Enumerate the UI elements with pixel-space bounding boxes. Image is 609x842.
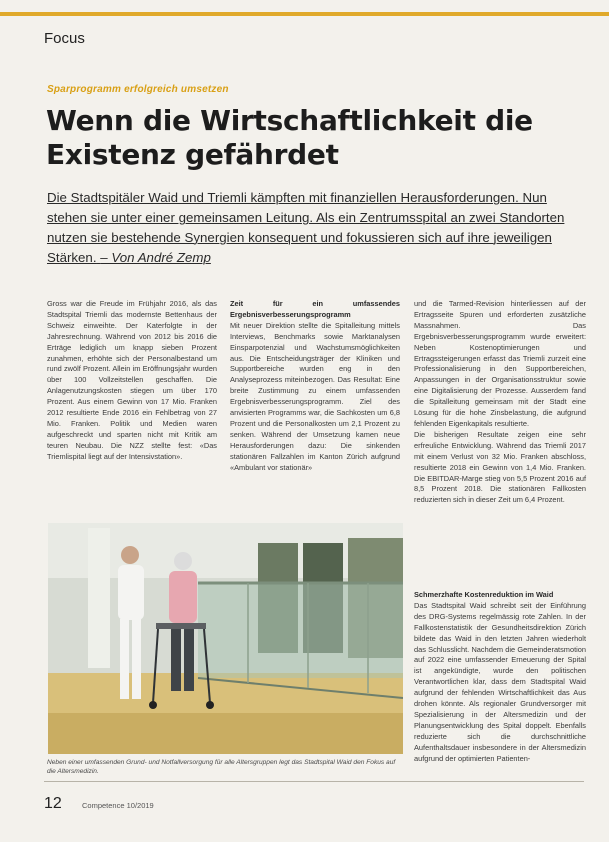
page-number: 12 [44, 795, 62, 812]
column-2-text: Mit neuer Direktion stellte die Spitalleitung mittels Interviews, Benchmarks sowie Marktanalysen Einsparpotenzial und Wachstumsmöglichkeiten aus. Die Entscheidungsträger der Kliniken und Supportbereiche wurden eng in den Analyseprozess miteinbezogen. Das Resultat: Eine breite Zustimmung zu einem umfassenden Ergebnisverbesserungsprogramm. Ziel des anvisierten Programms war, die Sachkosten um 6,8 Prozent und die Personalkosten um 2,1 Prozent zu senken. Während der Umsetzung kamen neue Herausforderungen dazu: Die sinkenden stationären Fallzahlen im Kanton Zürich aufgrund «Ambulant vor stationär» [230, 320, 400, 472]
column-2-subheading: Zeit für ein umfassendes Ergebnisverbesserungsprogramm [230, 299, 400, 319]
column-1-text: Gross war die Freude im Frühjahr 2016, als das Stadtspital Triemli das modernste Bettenhaus der Schweiz einweihte. Der Katerfolgte in der Jahresrechnung. Während von 2012 bis 2016 die Erträge lediglich um knapp sieben Prozent zunahmen, erhöhte sich der Personalbestand um rund zwölf Prozent. Allein im Eröffnungsjahr wurden über 100 Vollzeitstellen geschaffen. Die Anlagenutzungskosten stiegen um über 170 Prozent. Aus einem Gewinn von 17 Mio. Franken 2012 resultierte Ende 2016 ein Fehlbetrag von 27 Mio. Franken. Politik und Medien waren aufgeschreckt und sparten nicht mit Kritik am teuren Neubau. Die NZZ stellte fest: «Das Triemlispital liegt auf der Intensivstation». [47, 299, 217, 461]
article-lead [47, 188, 577, 268]
column-3-subheading: Schmerzhafte Kostenreduktion im Waid [414, 590, 554, 599]
body-column-3-lower [414, 590, 586, 765]
column-3-lower-text: Das Stadtspital Waid schreibt seit der Einführung des DRG-Systems regelmässig rote Zahlen. In der Fallkostenstatistik der Gesundheitsdirektion Zürich bildete das Waid in den letzten Jahren wiederholt das Schlusslicht. Nachdem die Gemeinderatsmotion auf 2022 eine umfassender Erneuerung der Spital ist angekündigte, wurde den politischen Verantwortlichen klar, dass dem Stadtspital Waid aufgrund der fehlenden Wirtschaftlichkeit das Aus drohen könnte. Als regionaler Grundversorger mit Spezialisierung in der Altersmedizin und der Planungsentwicklung des Spital doppelt. Ebenfalls reduzierte sich die durchschnittliche Aufenthaltsdauer insbesondere in der Altersmedizin aufgrund der optimierten Patienten- [414, 600, 586, 763]
footer-rule [44, 781, 584, 782]
article-headline: Wenn die Wirtschaftlichkeit die Existenz gefährdet [46, 104, 533, 171]
photo-caption: Neben einer umfassenden Grund- und Notfallversorgung für alle Altersgruppen legt das Stadtspital Waid den Fokus auf die Altersmedizin. [47, 759, 396, 775]
top-accent-rule [0, 12, 609, 16]
lead-text: Die Stadtspitäler Waid und Triemli kämpften mit finanziellen Herausforderungen. Nun stehen sie unter einer gemeinsamen Leitung. Als ein Zentrumsspital an zwei Standorten nutzen sie bestehende Synergien konsequent und fokussieren sich auf ihre jeweiligen Stärken. [47, 190, 565, 265]
body-column-3 [414, 299, 586, 506]
publication-name: Competence 10/2019 [82, 801, 154, 810]
section-label: Focus [44, 30, 85, 47]
article-kicker: Sparprogramm erfolgreich umsetzen [47, 84, 229, 95]
author-byline: – Von André Zemp [100, 250, 211, 265]
body-column-2 [230, 299, 400, 474]
article-photo [48, 523, 403, 754]
hospital-corridor-illustration [48, 523, 403, 754]
column-3-text: und die Tarmed-Revision hinterliessen auf der Ertragsseite Spuren und erforderten zusätzliche Massnahmen. Das Ergebnisverbesserungsprogramm wurde erweitert: Neben Kostenoptimierungen und Ertragssteigerungen erfasst das Triemli zurzeit eine Professionalisierung in den Supportbereichen, Anpassungen in der Organisationsstruktur sowie eine Digitalisierung der Prozesse. Ausserdem fand die Spitalleitung gemeinsam mit der Stadt eine Lösung für die hohe Zinsbelastung, die aufgrund fehlenden Eigenkapitals resultierte. Die bisherigen Resultate zeigen eine sehr erfreuliche Entwicklung. Während das Triemli 2017 mit einem Verlust von 32 Mio. Franken abschloss, resultierte 2018 ein Gewinn von 1,4 Mio. Franken. Die EBITDAR-Marge stieg von 5,5 Prozent 2016 auf 8,5 Prozent 2018. Die stationären Fallkosten reduzierten sich in dieser Zeit um 6,4 Prozent. [414, 299, 586, 505]
body-column-1 [47, 299, 217, 463]
